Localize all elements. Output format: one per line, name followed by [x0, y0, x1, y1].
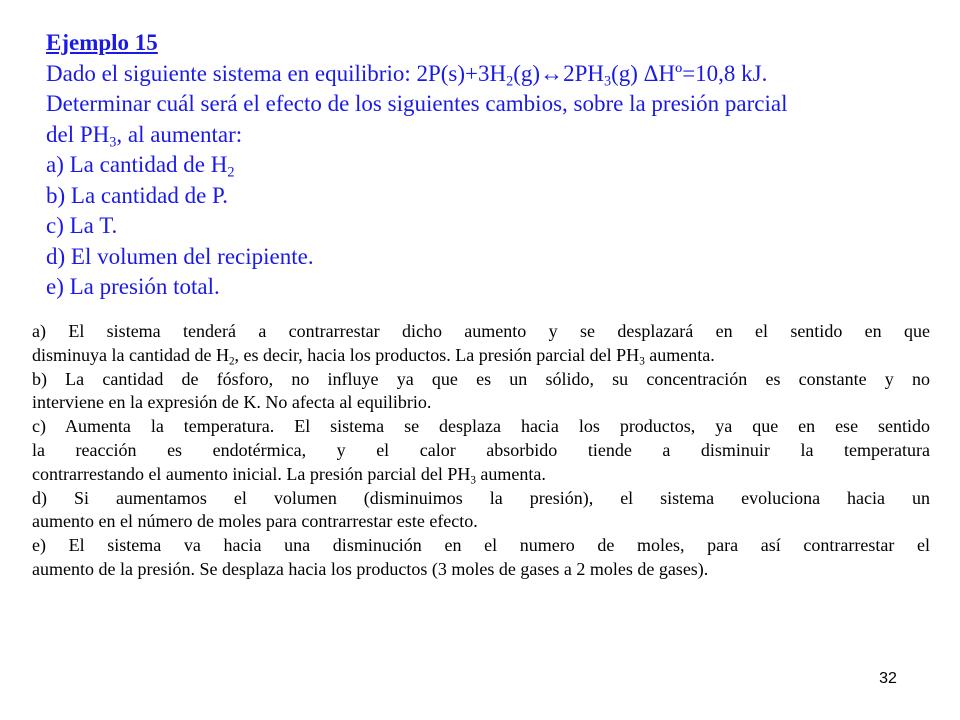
question-line: Determinar cuál será el efecto de los siguientes cambios, sobre la presión parcial: [46, 91, 788, 116]
question-item-c: c) La T.: [46, 213, 118, 238]
question-item-b: b) La cantidad de P.: [46, 182, 229, 208]
page-number: 32: [879, 670, 897, 687]
answer-e: e) El sistema va hacia una disminución en el numero de moles, para así contrarrestar el aumento de la presión. Se desplaza hacia los productos (3 moles de gases a 2 moles de gases).: [32, 535, 930, 579]
equilibrium-statement: Dado el siguiente sistema en equilibrio: $2P(s)+3H_2(g)\leftrightarrow 2PH_3(g)$ ΔHº=10,8 kJ.: [46, 60, 768, 89]
question-item-a: a) La cantidad de $H_2$: [46, 152, 235, 181]
answer-b: b) La cantidad de fósforo, no influye ya que es un sólido, su concentración es constante y no interviene en la expresión de K. No afecta al equilibrio.: [32, 368, 930, 413]
answers-block: [32, 320, 930, 582]
question-block: [46, 28, 926, 303]
example-title: Ejemplo 15: [46, 30, 158, 55]
question-item-e: e) La presión total.: [46, 274, 220, 299]
answer-c: c) Aumenta la temperatura. El sistema se desplaza hacia los productos, ya que en ese sentido la reacción es endotérmica, y el calor absorbido tiende a disminuir la temperatura contrarrestando el aumento inicial. La presión parcial del $PH_3$ aumenta.: [32, 416, 930, 487]
answer-d: d) Si aumentamos el volumen (disminuimos la presión), el sistema evoluciona hacia un aumento en el número de moles para contrarrestar este efecto.: [32, 487, 930, 532]
answer-a: a) El sistema tenderá a contrarrestar dicho aumento y se desplazará en el sentido en que disminuya la cantidad de $H_2$, es decir, hacia los productos. La presión parcial del $PH_3$ aumenta.: [32, 321, 930, 368]
question-item-d: d) El volumen del recipiente.: [46, 243, 314, 269]
question-line: del $PH_3$, al aumentar:: [46, 121, 243, 150]
